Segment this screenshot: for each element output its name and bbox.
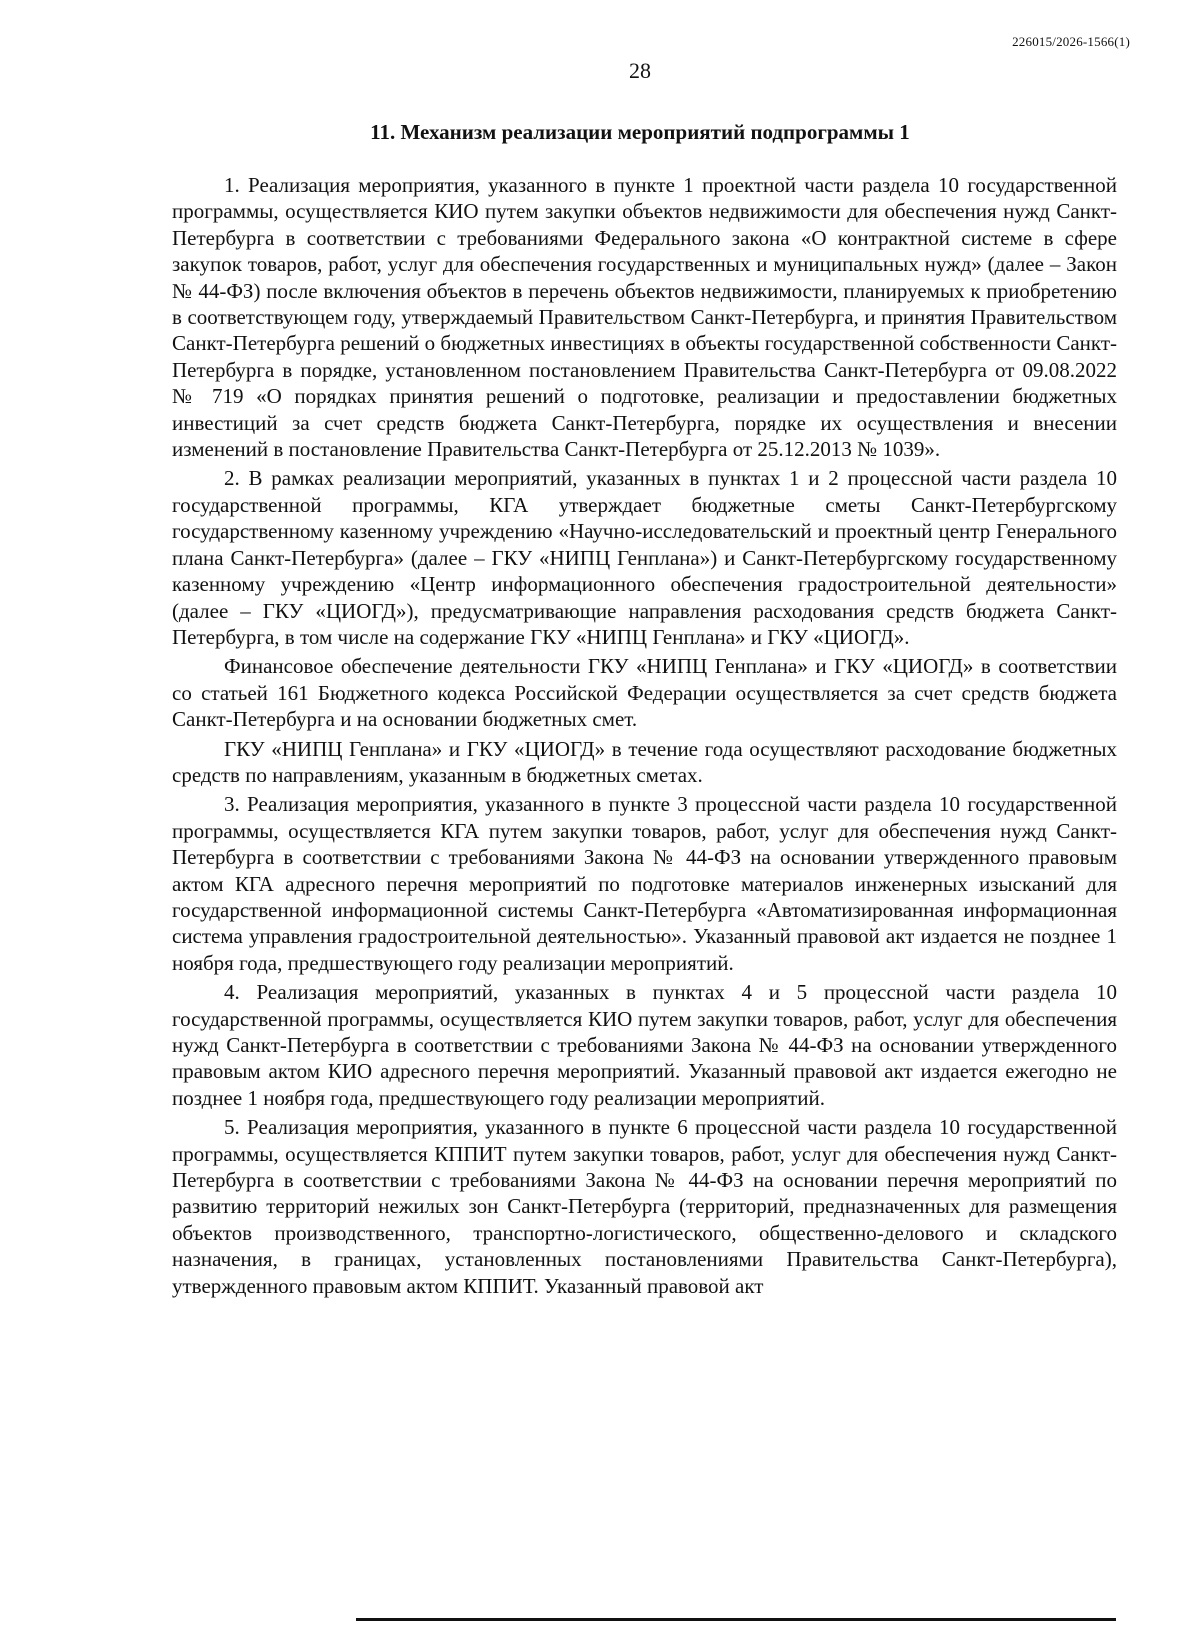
paragraph-4: 4. Реализация мероприятий, указанных в пунктах 4 и 5 процессной части раздела 10 государственной программы, осуществляется КИО путем закупки товаров, работ, услуг для обеспечения нужд Санкт-Петербурга в соответствии с требованиями Закона № 44-ФЗ на основании утвержденного правовым актом КИО адресного перечня мероприятий. Указанный правовой акт издается ежегодно не позднее 1 ноября года, предшествующего году реализации мероприятий. — [172, 980, 1117, 1110]
paragraph-2: 2. В рамках реализации мероприятий, указанных в пунктах 1 и 2 процессной части раздела 10 государственной программы, КГА утверждает бюджетные сметы Санкт-Петербургскому государственному казенному учреждению «Научно-исследовательский и проектный центр Генерального плана Санкт-Петербурга» (далее – ГКУ «НИПЦ Генплана») и Санкт-Петербургскому государственному казенному учреждению «Центр информационного обеспечения градостроительной деятельности» (далее – ГКУ «ЦИОГД»), предусматривающие направления расходования средств бюджета Санкт-Петербурга, в том числе на содержание ГКУ «НИПЦ Генплана» и ГКУ «ЦИОГД». — [172, 466, 1117, 649]
paragraph-2-spending: ГКУ «НИПЦ Генплана» и ГКУ «ЦИОГД» в течение года осуществляют расходование бюджетных средств по направлениям, указанным в бюджетных сметах. — [172, 736, 1117, 787]
document-body — [172, 172, 1117, 1299]
scan-bottom-edge-line — [356, 1618, 1116, 1621]
document-registration-number: 226015/2026-1566(1) — [1012, 34, 1130, 49]
section-title: 11. Механизм реализации мероприятий подпрограммы 1 — [370, 120, 910, 144]
paragraph-3: 3. Реализация мероприятия, указанного в пункте 3 процессной части раздела 10 государственной программы, осуществляется КГА путем закупки товаров, работ, услуг для обеспечения нужд Санкт-Петербурга в соответствии с требованиями Закона № 44-ФЗ на основании утвержденного правовым актом КГА адресного перечня мероприятий по подготовке материалов инженерных изысканий для государственной информационной системы Санкт-Петербурга «Автоматизированная информационная система управления градостроительной деятельностью». Указанный правовой акт издается не позднее 1 ноября года, предшествующего году реализации мероприятий. — [172, 792, 1117, 975]
page-number: 28 — [629, 58, 651, 83]
paragraph-2-financing: Финансовое обеспечение деятельности ГКУ «НИПЦ Генплана» и ГКУ «ЦИОГД» в соответствии со статьей 161 Бюджетного кодекса Российской Федерации осуществляется за счет средств бюджета Санкт-Петербурга и на основании бюджетных смет. — [172, 654, 1117, 732]
paragraph-1: 1. Реализация мероприятия, указанного в пункте 1 проектной части раздела 10 государственной программы, осуществляется КИО путем закупки объектов недвижимости для обеспечения нужд Санкт-Петербурга в соответствии с требованиями Федерального закона «О контрактной системе в сфере закупок товаров, работ, услуг для обеспечения государственных и муниципальных нужд» (далее – Закон № 44-ФЗ) после включения объектов в перечень объектов недвижимости, планируемых к приобретению в соответствующем году, утверждаемый Правительством Санкт-Петербурга, и принятия Правительством Санкт-Петербурга решений о бюджетных инвестициях в объекты государственной собственности Санкт-Петербурга в порядке, установленном постановлением Правительства Санкт-Петербурга от 09.08.2022 № 719 «О порядках принятия решений о подготовке, реализации и предоставлении бюджетных инвестиций за счет средств бюджета Санкт-Петербурга, порядке их осуществления и внесении изменений в постановление Правительства Санкт-Петербурга от 25.12.2013 № 1039». — [172, 173, 1117, 462]
paragraph-5: 5. Реализация мероприятия, указанного в пункте 6 процессной части раздела 10 государственной программы, осуществляется КППИТ путем закупки товаров, работ, услуг для обеспечения нужд Санкт-Петербурга в соответствии с требованиями Закона № 44-ФЗ на основании перечня мероприятий по развитию территорий нежилых зон Санкт-Петербурга (территорий, предназначенных для размещения объектов производственного, транспортно-логистического, общественно-делового и складского назначения, в границах, установленных постановлениями Правительства Санкт-Петербурга), утвержденного правовым актом КППИТ. Указанный правовой акт — [172, 1115, 1117, 1298]
